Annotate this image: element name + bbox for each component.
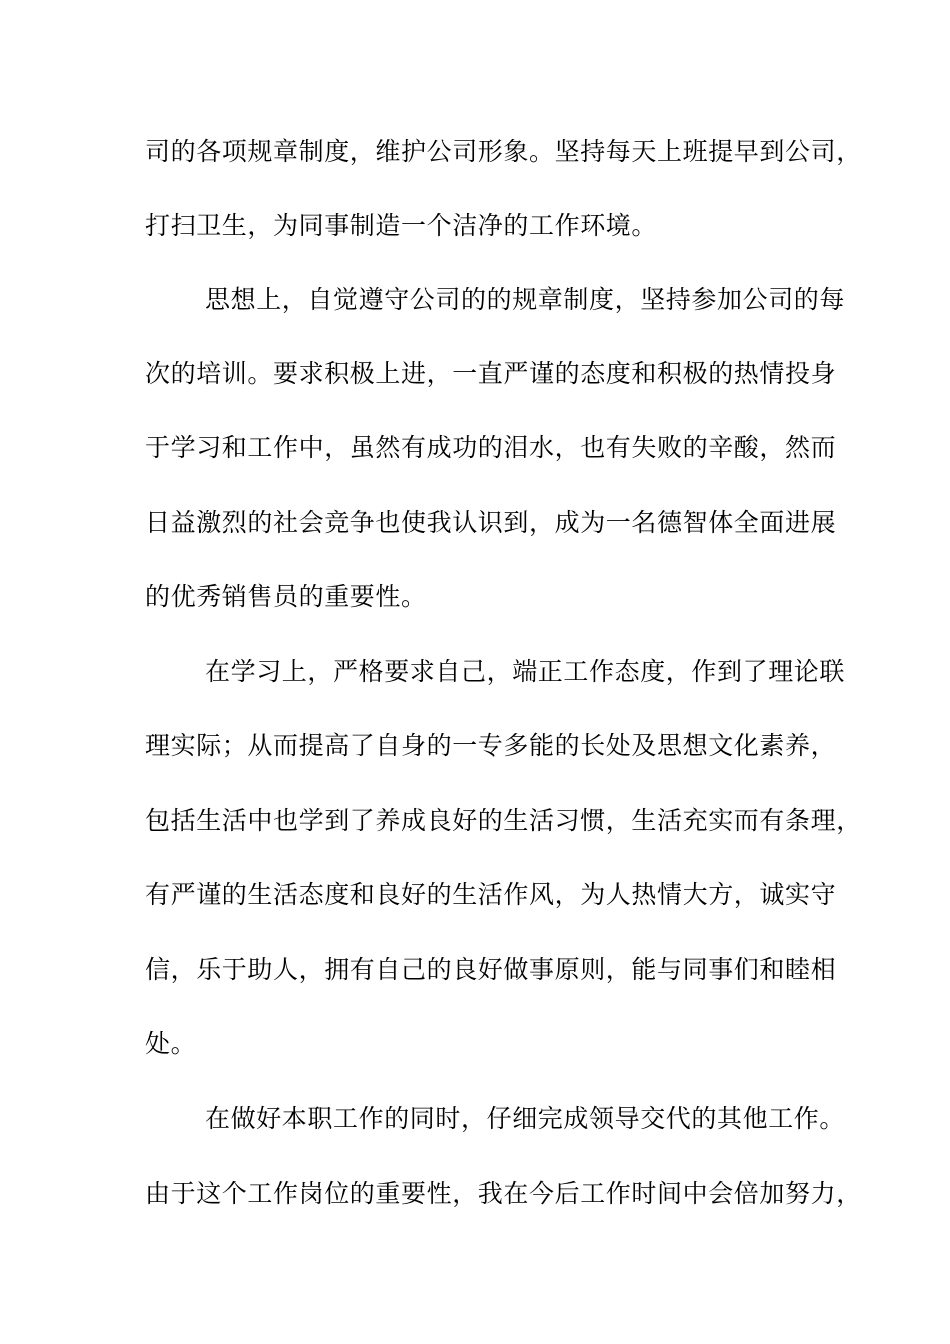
body-text-line: 处。 (145, 1029, 197, 1058)
body-text-line: 打扫卫生，为同事制造一个洁净的工作环境。 (145, 211, 658, 240)
paragraph-first-line: 思想上，自觉遵守公司的的规章制度，坚持参加公司的每 (205, 285, 846, 314)
paragraph-first-line: 在学习上，严格要求自己，端正工作态度，作到了理论联 (205, 657, 846, 686)
body-text-line: 包括生活中也学到了养成良好的生活习惯，生活充实而有条理， (145, 806, 862, 835)
body-text-line: 次的培训。要求积极上进，一直严谨的态度和积极的热情投身 (145, 359, 837, 388)
paragraph-first-line: 在做好本职工作的同时，仔细完成领导交代的其他工作。 (205, 1104, 846, 1133)
body-text-line: 于学习和工作中，虽然有成功的泪水，也有失败的辛酸，然而 (145, 433, 837, 462)
body-text-line: 的优秀销售员的重要性。 (145, 582, 427, 611)
body-text-line: 有严谨的生活态度和良好的生活作风，为人热情大方，诚实守 (145, 880, 837, 909)
body-text-line: 信，乐于助人，拥有自己的良好做事原则，能与同事们和睦相 (145, 955, 837, 984)
body-text-line: 理实际；从而提高了自身的一专多能的长处及思想文化素养， (145, 731, 837, 760)
body-text-line: 司的各项规章制度，维护公司形象。坚持每天上班提早到公司， (145, 137, 862, 166)
body-text-line: 日益激烈的社会竞争也使我认识到，成为一名德智体全面进展 (145, 508, 837, 537)
body-text-line: 由于这个工作岗位的重要性，我在今后工作时间中会倍加努力， (145, 1179, 862, 1208)
